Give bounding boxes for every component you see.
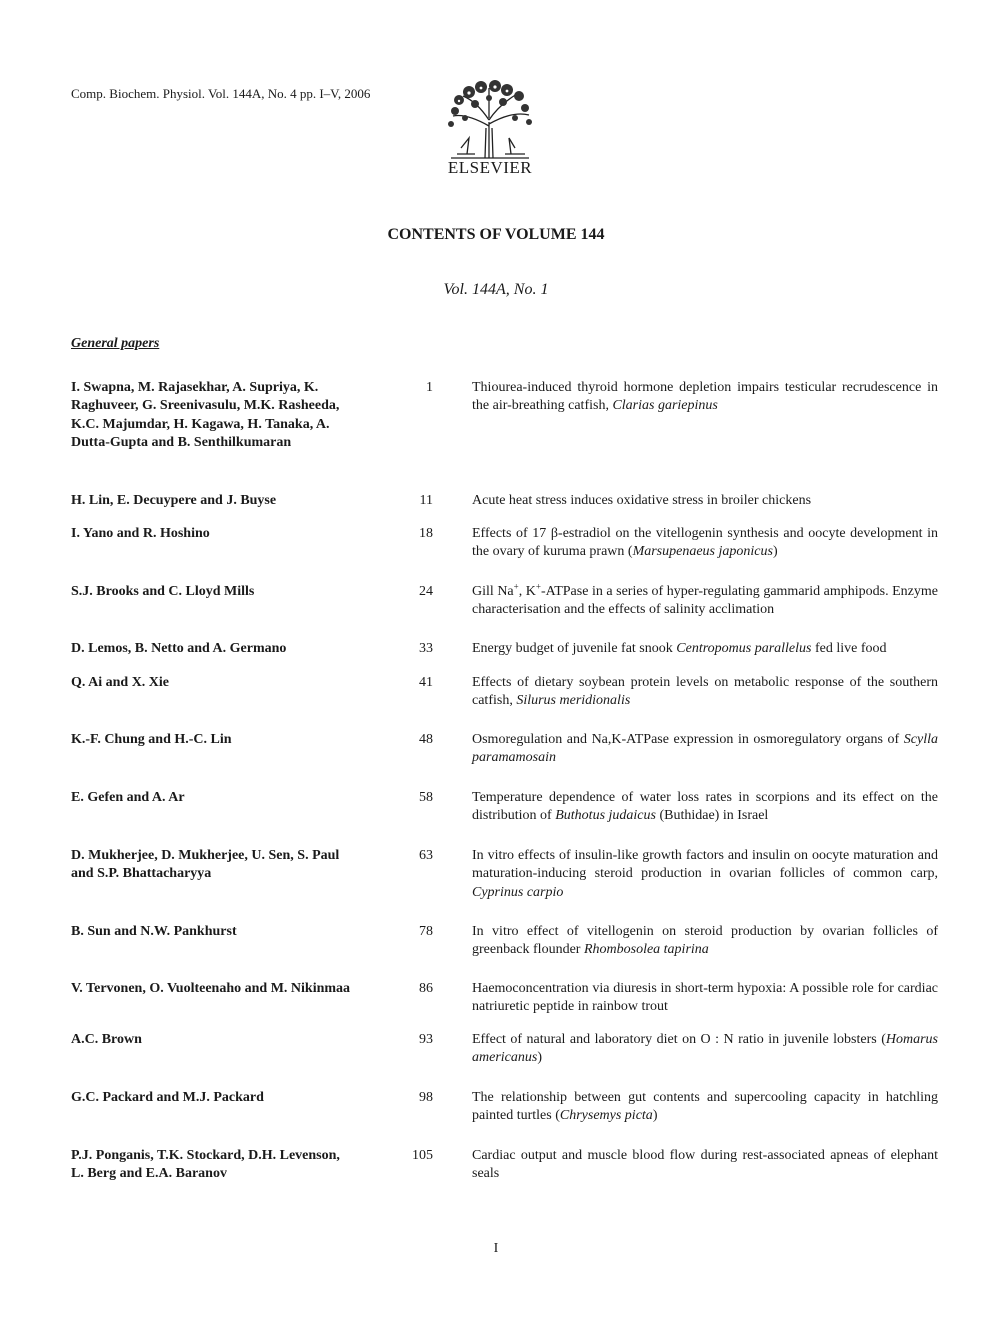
volume-title: CONTENTS OF VOLUME 144 — [387, 226, 605, 243]
entry-title: Thiourea-induced thyroid hormone depletion impairs testicular recrudescence in the air-breathing catfish, Clarias gariepinus — [472, 380, 938, 414]
entry-title: In vitro effect of vitellogenin on steroid production by ovarian follicles of greenback flounder Rhombosolea tapirina — [472, 924, 938, 958]
entry-page: 105 — [412, 1148, 433, 1163]
entry-title: Temperature dependence of water loss rates in scorpions and its effect on the distribution of Buthotus judaicus (Buthidae) in Israel — [472, 790, 938, 824]
entry-page: 58 — [419, 790, 433, 805]
entry-authors: D. Lemos, B. Netto and A. Germano — [71, 641, 287, 656]
elsevier-tree-icon — [445, 78, 535, 160]
entry-title: Osmoregulation and Na,K-ATPase expression in osmoregulatory organs of Scylla paramamosain — [472, 732, 938, 766]
entry-title: Effects of dietary soybean protein levels on metabolic response of the southern catfish, Silurus meridionalis — [472, 675, 938, 709]
entry-page: 1 — [426, 380, 433, 395]
entry-authors: I. Yano and R. Hoshino — [71, 526, 210, 541]
issue-title: Vol. 144A, No. 1 — [443, 281, 549, 298]
journal-citation: Comp. Biochem. Physiol. Vol. 144A, No. 4 pp. I–V, 2006 — [71, 86, 371, 101]
entry-title: The relationship between gut contents and supercooling capacity in hatchling painted turtles (Chrysemys picta) — [472, 1090, 938, 1124]
entry-page: 98 — [419, 1090, 433, 1105]
entry-title: In vitro effects of insulin-like growth factors and insulin on oocyte maturation and maturation-inducing steroid production in ovarian follicles of common carp, Cyprinus carpio — [472, 848, 938, 900]
entry-page: 11 — [419, 493, 433, 508]
entry-page: 78 — [419, 924, 433, 939]
entry-authors: E. Gefen and A. Ar — [71, 790, 185, 805]
entry-authors: A.C. Brown — [71, 1032, 142, 1047]
entry-authors: B. Sun and N.W. Pankhurst — [71, 924, 237, 939]
entry-authors: H. Lin, E. Decuypere and J. Buyse — [71, 493, 277, 508]
entry-authors: P.J. Ponganis, T.K. Stockard, D.H. Levenson, L. Berg and E.A. Baranov — [71, 1148, 340, 1182]
entry-authors: V. Tervonen, O. Vuolteenaho and M. Nikinmaa — [71, 981, 351, 996]
entry-title: Haemoconcentration via diuresis in short-term hypoxia: A possible role for cardiac natriuretic peptide in rainbow trout — [472, 981, 938, 1015]
entry-authors: S.J. Brooks and C. Lloyd Mills — [71, 584, 255, 599]
entry-page: 48 — [419, 732, 433, 747]
entry-page: 24 — [419, 584, 433, 599]
entry-page: 33 — [419, 641, 433, 656]
entry-title: Gill Na+, K+-ATPase in a series of hyper-regulating gammarid amphipods. Enzyme characterisation and the effects of salinity acclimation — [472, 581, 938, 618]
entry-title: Energy budget of juvenile fat snook Centropomus parallelus fed live food — [472, 641, 887, 656]
entry-page: 18 — [419, 526, 433, 541]
entry-authors: I. Swapna, M. Rajasekhar, A. Supriya, K. Raghuveer, G. Sreenivasulu, M.K. Rasheeda, K.C. Majumdar, H. Kagawa, H. Tanaka, A. Dutta-Gupta and B. Senthilkumaran — [71, 380, 340, 450]
entry-page: 63 — [419, 848, 433, 863]
entry-title: Acute heat stress induces oxidative stress in broiler chickens — [472, 493, 812, 508]
entry-title: Cardiac output and muscle blood flow during rest-associated apneas of elephant seals — [472, 1148, 938, 1182]
page-number: I — [493, 1241, 499, 1256]
entry-authors: D. Mukherjee, D. Mukherjee, U. Sen, S. Paul and S.P. Bhattacharyya — [71, 848, 340, 882]
entry-authors: Q. Ai and X. Xie — [71, 675, 170, 690]
entry-title: Effect of natural and laboratory diet on O : N ratio in juvenile lobsters (Homarus americanus) — [472, 1032, 938, 1066]
entry-page: 41 — [419, 675, 433, 690]
publisher-name: ELSEVIER — [447, 158, 533, 177]
entry-title: Effects of 17 β-estradiol on the vitellogenin synthesis and oocyte development in the ovary of kuruma prawn (Marsupenaeus japonicus) — [472, 526, 938, 560]
entry-authors: K.-F. Chung and H.-C. Lin — [71, 732, 232, 747]
entry-page: 93 — [419, 1032, 433, 1047]
entry-page: 86 — [419, 981, 433, 996]
publisher-logo — [440, 78, 540, 178]
entry-authors: G.C. Packard and M.J. Packard — [71, 1090, 264, 1105]
section-title: General papers — [71, 336, 160, 351]
